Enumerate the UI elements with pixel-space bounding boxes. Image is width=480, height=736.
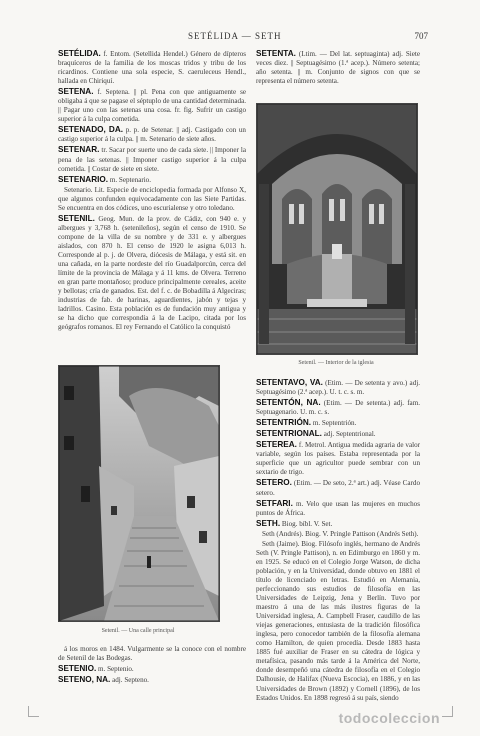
column-left-bottom (58, 645, 246, 686)
running-title: SETÉLIDA — SETH (188, 31, 282, 41)
entry-text: f. Entom. (Setellida Hendel.) Género de dípteros braquíceros de la familia de los moscas tridos y tribu de los ricardinos. Contiene una sola especie, S. caeruleceus Hendl., hallada en Chiriquí. (58, 50, 246, 86)
entry-text: Geog. Mun. de la prov. de Cádiz, con 940 e. y albergues y 3,768 h. (setenileños), según el censo de 1910. Se compone de la villa de su nombre y de 331 e. y albergues aislados, con 870 h. El censo de 1920 le asigna 6,013 h. Corresponde al p. j. de Olvera, diócesis de Málaga, y está sit. en una cañada, en la parte nordeste del río Guadalporcún, cerca del límite de la provincia de Málaga y á 11 kms. de Olvera. Terreno en gran parte montañoso; produce principalmente cereales, aceite y bellotas; cría de ganados. Est. del f. c. de Bobadilla á Algeciras; industrias de fab. de harinas, aguardientes, jabón y tejas y ladrillos. Casino. Esta población es de fundación muy antigua y se ha dicho que correspondía á la de Lacipo, citada por los geógrafos romanos. El rey Fernando el Católico la conquistó (58, 214, 246, 332)
entry-text: m. Velo que usan las mujeres en muchos puntos de África. (256, 499, 420, 517)
dictionary-entry (58, 87, 246, 124)
entry-text: Seth (Andrés). Biog. V. Pringle Pattison (Andrés Seth). (262, 529, 419, 538)
column-right-top (256, 49, 420, 87)
street-illustration (59, 366, 219, 621)
page-number: 707 (414, 31, 428, 41)
street-photo-caption: Setenil. — Una calle principal (101, 628, 175, 634)
dictionary-entry (58, 175, 246, 185)
street-photo (58, 365, 220, 622)
entry-text: f. Metrol. Antigua medida agraria de valor variable, según los países. Estaba representada por la superficie que un agricultor puede sembrar con un sextario de trigo. (256, 441, 420, 477)
entry-headword: SETENTRIÓN. (256, 418, 312, 428)
dictionary-entry (256, 440, 420, 477)
entry-text: Setenario. Lit. Especie de enciclopedia formada por Alfonso X, que algunos confunden equivocadamente con las Siete Partidas. Se encuentra en dos códices, uno escurialense y otro toledano. (58, 185, 246, 212)
dictionary-entry (58, 49, 246, 86)
entry-text: Seth (Jaime). Biog. Filósofo inglés, hermano de Andrés Seth (V. Pringle Pattison), n. en Edimburgo en 1860 y m. en 1925. Se educó en el Colegio Jorge Watson, de dicha población, y en la Universidad, donde obtuvo en 1881 el título de licenciado en letras. Estudió en Alemania, perfeccionando sus estudios de filosofía en las Universidades de Leipzig, Jena y Berlín. Tuvo por maestro á una de las más ilustres figuras de la Universidad inglesa, A. Campbell Fraser, caudillo de las viejas generaciones, entusiasta de la tradición filosófica inglesa, pero conocedor también de la filosofía alemana como Hamilton, de quien procedía. Desde 1883 hasta 1885 fué auxiliar de Fraser en su cátedra de lógica y metafísica, pasando más tarde á la América del Norte, donde desempeñó una cátedra de filosofía en el Colegio Dalhousie, de Halifax (Nueva Escocia), en 1886, y en las Universidades de Brown (1892) y Cornell (1896), de los Estados Unidos. En 1898 regresó á su país, siendo (256, 539, 420, 702)
dictionary-entry (58, 145, 246, 173)
column-left-top (58, 49, 246, 333)
dictionary-entry (256, 519, 420, 529)
dictionary-entry (58, 645, 246, 663)
entry-text: f. Septena. || pl. Pena con que antiguamente se obligaba á que se pagase el séptuplo de una cantidad determinada. || Pagar uno con las setenas una cosa. fr. fig. Sufrir un castigo superior á la culpa cometida. (58, 88, 246, 124)
entry-headword: SETÉLIDA. (58, 49, 101, 58)
church-illustration (257, 104, 417, 354)
entry-text: m. Septentrión. (312, 419, 357, 428)
entry-headword: SETENA. (58, 87, 94, 97)
watermark: todocoleccion (338, 710, 440, 726)
dictionary-entry (58, 664, 246, 674)
entry-headword: SETENTAVO, VA. (256, 378, 323, 387)
dictionary-entry (256, 49, 420, 86)
dictionary-entry (58, 186, 246, 213)
dictionary-entry (256, 398, 420, 417)
entry-headword: SETFARI. (256, 498, 293, 508)
dictionary-entry (256, 478, 420, 497)
dictionary-entry (256, 540, 420, 703)
dictionary-entry (256, 429, 420, 439)
crop-corner-bottom-left (28, 706, 39, 717)
entry-text: (Etim. — De seto, 2.ª art.) adj. Véase Cardo setero. (256, 479, 420, 497)
entry-headword: SETENTA. (256, 49, 296, 58)
entry-text: (Ltim. — Del lat. septuaginta) adj. Siete veces diez. || Septuagésimo (1.ª acep.). Número setenta; año setenta. || m. Conjunto de signos con que se representa el número setenta. (256, 50, 421, 86)
entry-text: adj. Septeno. (112, 676, 149, 685)
dictionary-entry (58, 214, 246, 333)
entry-text: Biog. bíbl. V. Set. (281, 519, 333, 528)
entry-text: á los moros en 1484. Vulgarmente se la conoce con el nombre de Setenil de las Bodegas. (58, 645, 246, 663)
dictionary-entry (58, 125, 246, 144)
entry-text: m. Septenio. (98, 665, 134, 674)
entry-headword: SETENAR. (58, 145, 100, 155)
entry-text: p. p. de Setenar. || adj. Castigado con un castigo superior á la culpa. || m. Setenario de siete años. (58, 126, 246, 144)
church-photo (256, 103, 418, 355)
dictionary-entry (256, 499, 420, 518)
entry-headword: SETH. (256, 518, 281, 528)
entry-headword: SETEREA. (256, 440, 297, 450)
column-right-bottom (256, 378, 420, 704)
entry-text: tr. Sacar por suerte uno de cada siete. || Imponer la pena de las setenas. || Imponer castigo superior á la culpa cometida. || Costar de siete en siete. (58, 146, 246, 173)
dictionary-entry (256, 378, 420, 397)
entry-headword: SETENO, NA. (58, 675, 111, 685)
entry-headword: SETENTRIONAL. (256, 429, 322, 439)
entry-text: (Etim. — De setenta.) adj. fam. Septuagenario. U. m. c. s. (256, 399, 420, 417)
dictionary-entry (256, 418, 420, 428)
dictionary-entry (58, 675, 246, 685)
entry-headword: SETENTÓN, NA. (256, 398, 321, 408)
crop-corner-bottom-right (442, 706, 453, 717)
page-header (0, 31, 480, 45)
entry-text: m. Septenario. (109, 175, 152, 184)
entry-headword: SETERO. (256, 478, 292, 488)
entry-headword: SETENADO, DA. (58, 125, 124, 135)
church-photo-caption: Setenil. — Interior de la iglesia (298, 360, 374, 366)
entry-text: (Etim. — De setenta y avo.) adj. Septuagésimo (2.ª acep.). U. t. c. s. m. (256, 379, 420, 397)
dictionary-entry (256, 530, 420, 539)
entry-headword: SETENARIO. (58, 174, 109, 184)
entry-headword: SETENIL. (58, 213, 95, 223)
entry-headword: SETENIO. (58, 664, 97, 674)
entry-text: adj. Septentrional. (323, 430, 376, 439)
